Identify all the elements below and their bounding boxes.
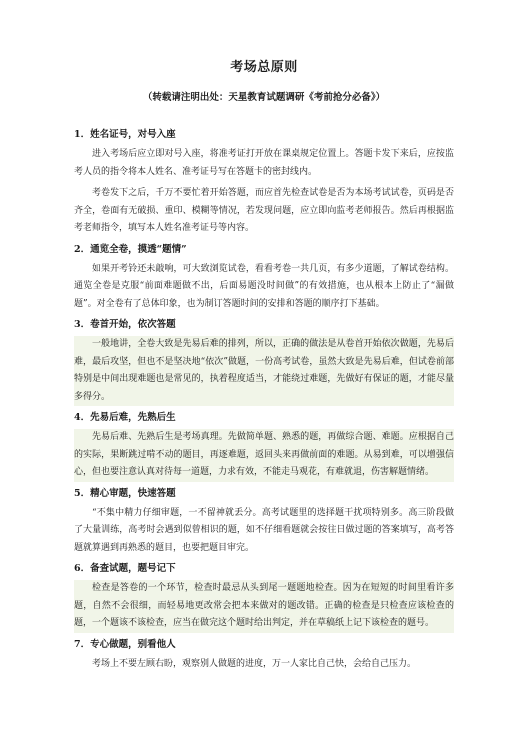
section-7 (74, 637, 454, 674)
paragraph: 一般地讲，全卷大致是先易后难的排列，所以，正确的做法是从卷首开始依次做题，先易后难，最后攻坚，但也不是坚决地“依次”做题，一份高考试卷，虽然大致是先易后难，但试卷前部特别是中间出现难题也是常见的，执着程度适当，才能绕过难题，先做好有保证的题，才能尽量多得分。 (74, 336, 454, 406)
document-title: 考场总原则 (230, 60, 298, 75)
section-heading: 3．卷首开始，依次答题 (74, 319, 176, 330)
section-heading: 2．通览全卷，摸透“题情” (74, 243, 187, 255)
paragraph: 先易后难、先熟后生是考场真理。先做简单题、熟悉的题，再做综合题、难题。应根据自己的实际，果断跳过啃不动的题目，再逐难题，返回头来再做前面的难题。从易到难，可以增强信心，但也要注意认真对待每一道题，力求有效，不能走马观花，有难就退，伤害解题情绪。 (74, 429, 454, 482)
section-5 (74, 486, 454, 558)
section-4 (74, 410, 454, 482)
paragraph: “不集中精力仔细审题，一不留神就丢分。高考试题里的选择题干扰项特别多。高三阶段做了大量训练，高考时会遇到似曾相识的题，如不仔细看题就会按往日做过题的答案填写，高考答题就算遇到再熟悉的题目，也要把题目审完。 (74, 507, 454, 553)
section-heading: 7．专心做题，别看他人 (74, 638, 176, 650)
paragraph: 进入考场后应立即对号入座，将准考证打开放在课桌规定位置上。答题卡发下来后，应按监考人员的指令将本人姓名、准考证号写在答题卡的密封线内。 (74, 149, 454, 177)
section-heading: 5．精心审题，快速答题 (74, 487, 176, 499)
section-6 (74, 561, 454, 633)
section-heading: 1．姓名证号，对号入座 (74, 129, 176, 140)
paragraph: 考场上不要左顾右盼，观察别人做题的进度，万一人家比自己快，会给自己压力。 (92, 658, 417, 669)
paragraph: 考卷发下之后，千万不要忙着开始答题，而应首先检查试卷是否为本场考试试卷，页码是否齐全，卷面有无破损、重印、模糊等情况，若发现问题，应立即向监考老师报告。然后再根据监考老师指令，填写本人姓名准考证号等内容。 (74, 188, 454, 233)
paragraph: 检查是答卷的一个环节，检查时最忌从头到尾一题题地检查。因为在短短的时间里看许多题，自然不会很细，而轻易地更改常会把本来做对的题改错。正确的检查是只检查应该检查的题，一个题该不该检查，应当在做完这个题时给出判定，并在草稿纸上记下该检查的题号。 (74, 580, 454, 633)
document-subtitle: （转载请注明出处：天星教育试题调研《考前抢分必备》） (142, 92, 386, 103)
section-1 (74, 127, 454, 238)
section-heading: 6．备查试题，题号记下 (74, 563, 176, 574)
section-heading: 4．先易后难，先熟后生 (74, 412, 176, 423)
paragraph: 如果开考铃还未敲响，可大致浏览试卷，看看考卷一共几页，有多少道题，了解试卷结构。通览全卷是克服“前面难题做不出，后面易题没时间做”的有效措施，也从根本上防止了“漏做题”。对全卷有了总体印象，也为制订答题时间的安排和答题的顺序打下基础。 (74, 263, 454, 309)
section-2 (74, 242, 454, 314)
section-3 (74, 317, 454, 406)
